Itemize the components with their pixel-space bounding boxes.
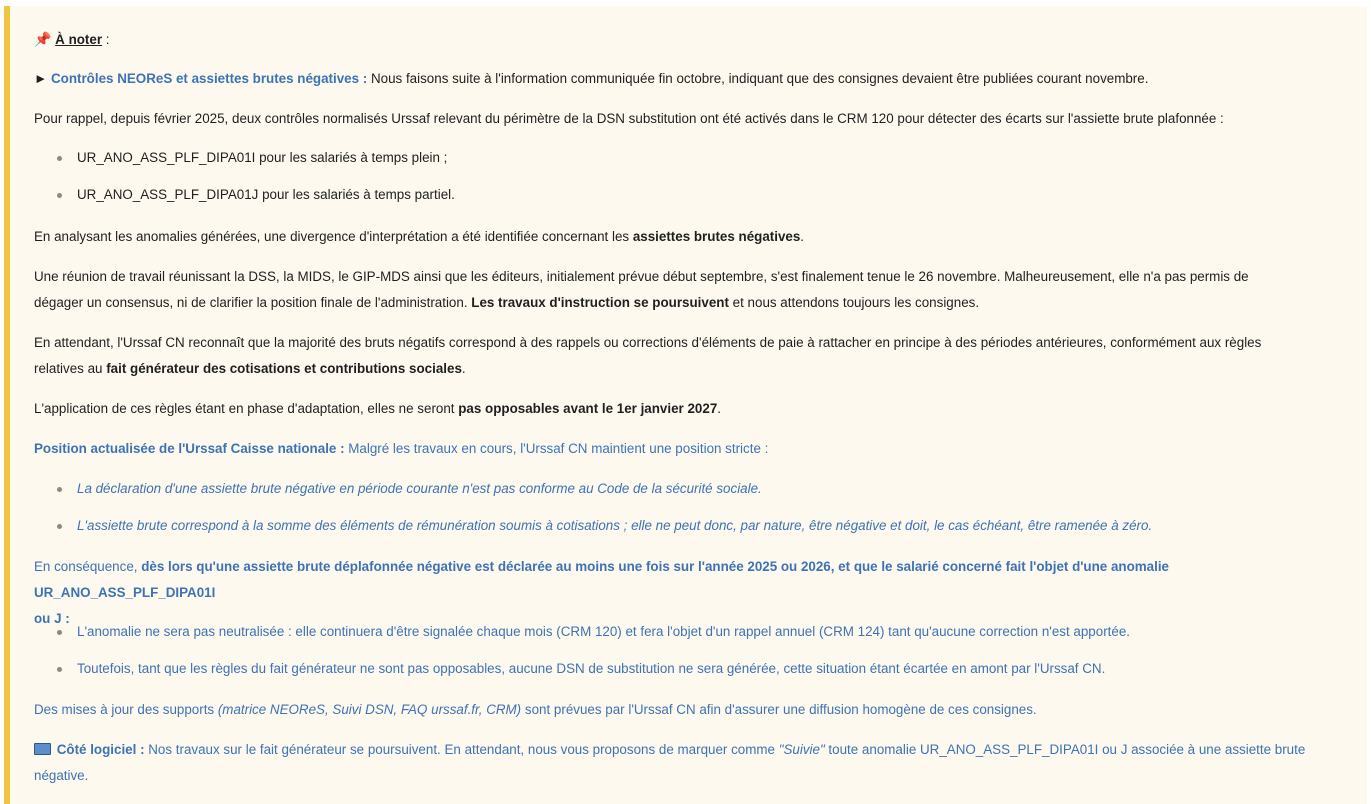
note-header-label: À noter: [55, 32, 103, 47]
list-item: UR_ANO_ASS_PLF_DIPA01J pour les salariés à temps partiel.: [77, 185, 1349, 205]
list-item: UR_ANO_ASS_PLF_DIPA01I pour les salariés à temps plein ;: [77, 148, 1349, 168]
paragraph-application: L'application de ces règles étant en phase d'adaptation, elles ne seront pas opposables avant le 1er janvier 2027.: [34, 401, 722, 416]
paragraph-reminder: Pour rappel, depuis février 2025, deux contrôles normalisés Urssaf relevant du périmètre de la DSN substitution ont été activés dans le CRM 120 pour détecter des écarts sur l'assiette brute plafonnée :: [34, 111, 1224, 126]
info-note: [4, 6, 1367, 804]
list-item: L'anomalie ne sera pas neutralisée : elle continuera d'être signalée chaque mois (CRM 120) et fera l'objet d'un rappel annuel (CRM 124) tant qu'aucune correction n'est apportée.: [77, 622, 1349, 642]
list-item: Toutefois, tant que les règles du fait générateur ne sont pas opposables, aucune DSN de substitution ne sera générée, cette situation étant écartée en amont par l'Urssaf CN.: [77, 659, 1349, 679]
pushpin-icon: 📌: [34, 31, 52, 47]
note-header: 📌 À noter :: [34, 31, 110, 47]
section-title: Contrôles NEOReS et assiettes brutes négatives :: [50, 71, 368, 86]
list-item: La déclaration d'une assiette brute négative en période courante n'est pas conforme au Code de la sécurité sociale.: [77, 479, 1349, 499]
paragraph-consequence: En conséquence, dès lors qu'une assiette brute déplafonnée négative est déclarée au moins une fois sur l'année 2025 ou 2026, et que le salarié concerné fait l'objet d'une anomalie UR_ANO_ASS_PLF_DIPA01I ou J :: [34, 559, 1170, 626]
paragraph-controls: ► Contrôles NEOReS et assiettes brutes négatives : Nous faisons suite à l'information communiquée fin octobre, indiquant que des consignes devaient être publiées courant novembre.: [34, 71, 1149, 86]
section-title: Position actualisée de l'Urssaf Caisse nationale :: [34, 441, 345, 456]
paragraph-analysis: En analysant les anomalies générées, une divergence d'interprétation a été identifiée concernant les assiettes brutes négatives.: [34, 229, 805, 244]
list-item: L'assiette brute correspond à la somme des éléments de rémunération soumis à cotisations ; elle ne peut donc, par nature, être négative et doit, le cas échéant, être ramenée à zéro.: [77, 516, 1349, 536]
paragraph-supports: Des mises à jour des supports (matrice NEOReS, Suivi DSN, FAQ urssaf.fr, CRM) sont prévues par l'Urssaf CN afin d'assurer une diffusion homogène de ces consignes.: [34, 702, 1037, 717]
paragraph-waiting: En attendant, l'Urssaf CN reconnaît que la majorité des bruts négatifs correspond à des rappels ou corrections d'éléments de paie à rattacher en principe à des périodes antérieures, conformément aux règles relatives au fait générateur des cotisations et contributions sociales.: [34, 335, 1262, 376]
laptop-icon: [34, 743, 51, 755]
paragraph-software: Côté logiciel : Nos travaux sur le fait générateur se poursuivent. En attendant, nous vous proposons de marquer comme "Suivie" toute anomalie UR_ANO_ASS_PLF_DIPA01I ou J associée à une assiette brute négative.: [34, 742, 1306, 783]
paragraph-position: Position actualisée de l'Urssaf Caisse nationale : Malgré les travaux en cours, l'Urssaf CN maintient une position stricte :: [34, 441, 769, 456]
section-title: Côté logiciel :: [56, 742, 145, 757]
paragraph-meeting: Une réunion de travail réunissant la DSS, la MIDS, le GIP-MDS ainsi que les éditeurs, initialement prévue début septembre, s'est finalement tenue le 26 novembre. Malheureusement, elle n'a pas permis de dégager un consensus, ni de clarifier la position finale de l'administration. Les travaux d'instruction se poursuivent et nous attendons toujours les consignes.: [34, 269, 1249, 310]
